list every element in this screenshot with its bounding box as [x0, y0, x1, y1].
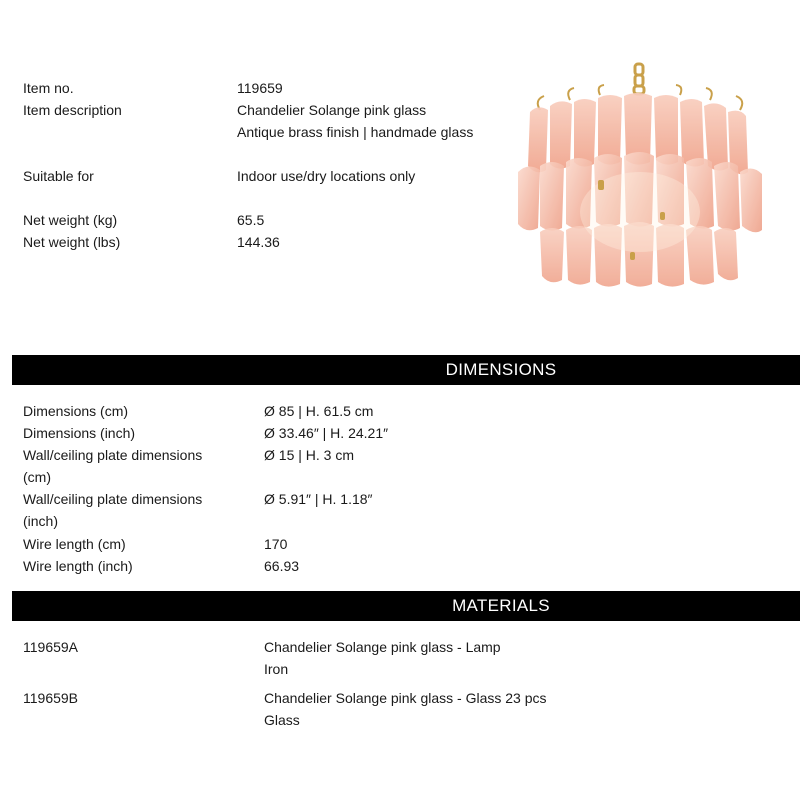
- material-code: 119659B: [23, 690, 79, 706]
- plate-dimensions-inch-value: Ø 5.91″ | H. 1.18″: [264, 491, 373, 507]
- material-type: Glass: [264, 712, 300, 728]
- chandelier-photo: [510, 62, 770, 312]
- net-weight-kg-value: 65.5: [237, 212, 265, 228]
- materials-header: MATERIALS: [452, 596, 550, 615]
- plate-dimensions-cm-label: Wall/ceiling plate dimensions: [23, 447, 203, 463]
- net-weight-kg-label: Net weight (kg): [23, 212, 118, 228]
- wire-length-inch-label: Wire length (inch): [23, 558, 133, 574]
- net-weight-lbs-label: Net weight (lbs): [23, 234, 121, 250]
- plate-dimensions-inch-label: Wall/ceiling plate dimensions: [23, 491, 203, 507]
- item-description-label: Item description: [23, 102, 122, 118]
- material-name: Chandelier Solange pink glass - Lamp: [264, 639, 501, 655]
- wire-length-cm-value: 170: [264, 536, 288, 552]
- dimensions-cm-label: Dimensions (cm): [23, 403, 129, 419]
- item-description-line2: Antique brass finish | handmade glass: [237, 124, 474, 140]
- item-description-line1: Chandelier Solange pink glass: [237, 102, 427, 118]
- plate-dimensions-cm-value: Ø 15 | H. 3 cm: [264, 447, 354, 463]
- dimensions-header-bar: [12, 355, 800, 385]
- dimensions-header: DIMENSIONS: [445, 360, 557, 379]
- wire-length-inch-value: 66.93: [264, 558, 300, 574]
- net-weight-lbs-value: 144.36: [237, 234, 280, 250]
- item-no-label: Item no.: [23, 80, 74, 96]
- plate-dimensions-cm-label-unit: (cm): [23, 469, 51, 485]
- dimensions-cm-value: Ø 85 | H. 61.5 cm: [264, 403, 374, 419]
- dimensions-inch-label: Dimensions (inch): [23, 425, 136, 441]
- materials-header-bar: [12, 591, 800, 621]
- wire-length-cm-label: Wire length (cm): [23, 536, 126, 552]
- material-code: 119659A: [23, 639, 79, 655]
- material-name: Chandelier Solange pink glass - Glass 23 pcs: [264, 690, 547, 706]
- plate-dimensions-inch-label-unit: (inch): [23, 513, 59, 529]
- item-no-value: 119659: [237, 80, 283, 96]
- suitable-for-value: Indoor use/dry locations only: [237, 168, 416, 184]
- suitable-for-label: Suitable for: [23, 168, 94, 184]
- material-type: Iron: [264, 661, 289, 677]
- dimensions-inch-value: Ø 33.46″ | H. 24.21″: [264, 425, 389, 441]
